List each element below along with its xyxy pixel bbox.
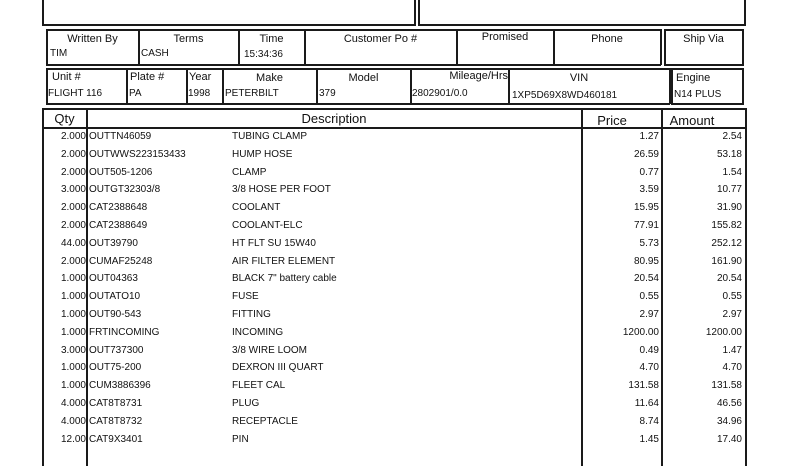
amount-cell: 31.90 bbox=[716, 202, 742, 214]
part-number-cell: OUT39790 bbox=[89, 237, 138, 249]
price-cell: 1200.00 bbox=[622, 326, 659, 338]
table-row bbox=[0, 342, 798, 360]
description-cell: DEXRON III QUART bbox=[232, 362, 324, 374]
description-cell: COOLANT-ELC bbox=[232, 220, 303, 231]
amount-cell: 155.82 bbox=[711, 220, 742, 231]
price-cell: 5.73 bbox=[639, 237, 659, 249]
price-cell: 80.95 bbox=[633, 255, 659, 267]
price-cell: 0.77 bbox=[639, 166, 659, 178]
part-number-cell: CAT9X3401 bbox=[89, 433, 143, 445]
year-label: Year bbox=[189, 71, 212, 83]
amount-cell: 4.70 bbox=[722, 362, 742, 374]
model-value: 379 bbox=[319, 88, 336, 99]
price-cell: 1.27 bbox=[639, 131, 659, 142]
amount-cell: 17.40 bbox=[716, 433, 742, 445]
part-number-cell: OUTGT32303/8 bbox=[89, 184, 161, 196]
price-cell: 3.59 bbox=[639, 184, 659, 196]
description-cell: INCOMING bbox=[232, 326, 284, 338]
amount-header: Amount bbox=[669, 113, 715, 128]
amount-cell: 34.96 bbox=[716, 415, 742, 427]
phone-label: Phone bbox=[591, 33, 623, 45]
amount-cell: 1.54 bbox=[722, 166, 742, 178]
description-cell: HUMP HOSE bbox=[232, 148, 293, 160]
description-cell: FLEET CAL bbox=[232, 380, 286, 392]
price-cell: 15.95 bbox=[633, 202, 659, 214]
description-cell: COOLANT bbox=[232, 202, 281, 214]
description-cell: RECEPTACLE bbox=[232, 415, 298, 427]
qty-cell: 2.000 bbox=[60, 255, 86, 267]
qty-header: Qty bbox=[54, 111, 75, 126]
table-row bbox=[0, 146, 798, 164]
written-by-value: TIM bbox=[50, 48, 68, 59]
price-cell: 0.49 bbox=[639, 344, 659, 356]
price-cell: 4.70 bbox=[639, 362, 659, 374]
vin-label: VIN bbox=[569, 72, 589, 84]
table-row bbox=[0, 181, 798, 199]
part-number-cell: OUT505-1206 bbox=[89, 166, 153, 178]
price-cell: 0.55 bbox=[639, 291, 659, 303]
table-row bbox=[0, 431, 798, 449]
description-cell: PLUG bbox=[232, 398, 260, 409]
price-cell: 131.58 bbox=[628, 380, 659, 392]
qty-cell: 4.000 bbox=[60, 398, 86, 409]
table-row bbox=[0, 288, 798, 306]
part-number-cell: OUTTN46059 bbox=[89, 131, 152, 142]
unit-value: FLIGHT 116 bbox=[48, 88, 103, 99]
amount-cell: 161.90 bbox=[711, 255, 742, 267]
part-number-cell: OUT04363 bbox=[89, 273, 138, 285]
model-label: Model bbox=[348, 72, 379, 84]
make-label: Make bbox=[256, 72, 283, 84]
part-number-cell: CAT2388649 bbox=[89, 220, 148, 231]
table-row bbox=[0, 164, 798, 182]
unit-label: Unit # bbox=[52, 71, 81, 83]
part-number-cell: FRTINCOMING bbox=[89, 326, 160, 338]
part-number-cell: OUT90-543 bbox=[89, 309, 142, 320]
amount-cell: 252.12 bbox=[711, 237, 742, 249]
amount-cell: 46.56 bbox=[716, 398, 742, 409]
amount-cell: 0.55 bbox=[722, 291, 742, 303]
engine-label: Engine bbox=[676, 72, 711, 84]
engine-value: N14 PLUS bbox=[674, 89, 722, 100]
description-cell: 3/8 HOSE PER FOOT bbox=[232, 184, 331, 196]
part-number-cell: OUT75-200 bbox=[89, 362, 142, 374]
qty-cell: 2.000 bbox=[60, 220, 86, 231]
table-row bbox=[0, 306, 798, 324]
table-row bbox=[0, 253, 798, 271]
description-cell: PIN bbox=[232, 433, 249, 445]
vin-value: 1XP5D69X8WD460181 bbox=[512, 90, 618, 101]
price-cell: 77.91 bbox=[633, 220, 659, 231]
amount-cell: 1200.00 bbox=[705, 326, 742, 338]
description-header: Description bbox=[301, 111, 367, 126]
plate-value: PA bbox=[129, 88, 142, 99]
price-cell: 26.59 bbox=[633, 148, 659, 160]
description-cell: TUBING CLAMP bbox=[232, 131, 308, 142]
qty-cell: 2.000 bbox=[60, 166, 86, 178]
qty-cell: 3.000 bbox=[60, 184, 86, 196]
amount-cell: 10.77 bbox=[716, 184, 742, 196]
table-row bbox=[0, 199, 798, 217]
description-cell: BLACK 7" battery cable bbox=[232, 273, 337, 285]
qty-cell: 2.000 bbox=[60, 131, 86, 142]
price-header: Price bbox=[597, 113, 627, 128]
description-cell: AIR FILTER ELEMENT bbox=[232, 255, 336, 267]
table-row bbox=[0, 235, 798, 253]
table-row bbox=[0, 395, 798, 413]
part-number-cell: OUT737300 bbox=[89, 344, 144, 356]
amount-cell: 131.58 bbox=[711, 380, 742, 392]
amount-cell: 2.97 bbox=[722, 309, 742, 320]
part-number-cell: CUM3886396 bbox=[89, 380, 151, 392]
table-row bbox=[0, 217, 798, 235]
qty-cell: 44.00 bbox=[60, 237, 86, 249]
make-value: PETERBILT bbox=[225, 88, 279, 99]
qty-cell: 2.000 bbox=[60, 202, 86, 214]
promised-label: Promised bbox=[481, 31, 529, 43]
table-row bbox=[0, 270, 798, 288]
qty-cell: 1.000 bbox=[60, 273, 86, 285]
part-number-cell: CAT8T8731 bbox=[89, 398, 143, 409]
part-number-cell: CUMAF25248 bbox=[89, 255, 153, 267]
description-cell: HT FLT SU 15W40 bbox=[232, 237, 316, 249]
qty-cell: 3.000 bbox=[60, 344, 86, 356]
terms-value: CASH bbox=[141, 48, 169, 59]
mileage-value: 2802901/0.0 bbox=[412, 88, 468, 99]
table-row bbox=[0, 359, 798, 377]
mileage-label: Mileage/Hrs bbox=[449, 70, 508, 82]
price-cell: 11.64 bbox=[634, 398, 659, 409]
description-cell: FUSE bbox=[232, 291, 259, 303]
written-by-label: Written By bbox=[67, 33, 118, 45]
ship-via-label: Ship Via bbox=[683, 33, 724, 45]
time-value: 15:34:36 bbox=[244, 49, 283, 60]
price-cell: 2.97 bbox=[639, 309, 659, 320]
qty-cell: 1.000 bbox=[60, 380, 86, 392]
amount-cell: 1.47 bbox=[722, 344, 742, 356]
price-cell: 20.54 bbox=[633, 273, 659, 285]
table-row bbox=[0, 128, 798, 146]
table-row bbox=[0, 413, 798, 431]
amount-cell: 53.18 bbox=[716, 148, 742, 160]
description-cell: FITTING bbox=[232, 309, 271, 320]
qty-cell: 1.000 bbox=[60, 291, 86, 303]
customer-po-label: Customer Po # bbox=[343, 33, 418, 45]
plate-label: Plate # bbox=[130, 71, 165, 83]
time-label: Time bbox=[259, 33, 284, 45]
table-row bbox=[0, 324, 798, 342]
table-row bbox=[0, 377, 798, 395]
qty-cell: 2.000 bbox=[60, 148, 86, 160]
part-number-cell: CAT2388648 bbox=[89, 202, 148, 214]
description-cell: CLAMP bbox=[232, 166, 267, 178]
qty-cell: 12.00 bbox=[60, 433, 86, 445]
amount-cell: 2.54 bbox=[722, 131, 742, 142]
part-number-cell: OUTATO10 bbox=[89, 291, 141, 303]
part-number-cell: OUTWWS223153433 bbox=[89, 148, 186, 160]
description-cell: 3/8 WIRE LOOM bbox=[232, 344, 308, 356]
amount-cell: 20.54 bbox=[716, 273, 742, 285]
year-value: 1998 bbox=[188, 88, 211, 99]
qty-cell: 4.000 bbox=[60, 415, 86, 427]
terms-label: Terms bbox=[173, 33, 204, 45]
qty-cell: 1.000 bbox=[60, 326, 86, 338]
qty-cell: 1.000 bbox=[60, 362, 86, 374]
qty-cell: 1.000 bbox=[60, 309, 86, 320]
price-cell: 1.45 bbox=[639, 433, 659, 445]
part-number-cell: CAT8T8732 bbox=[89, 415, 143, 427]
price-cell: 8.74 bbox=[639, 415, 659, 427]
